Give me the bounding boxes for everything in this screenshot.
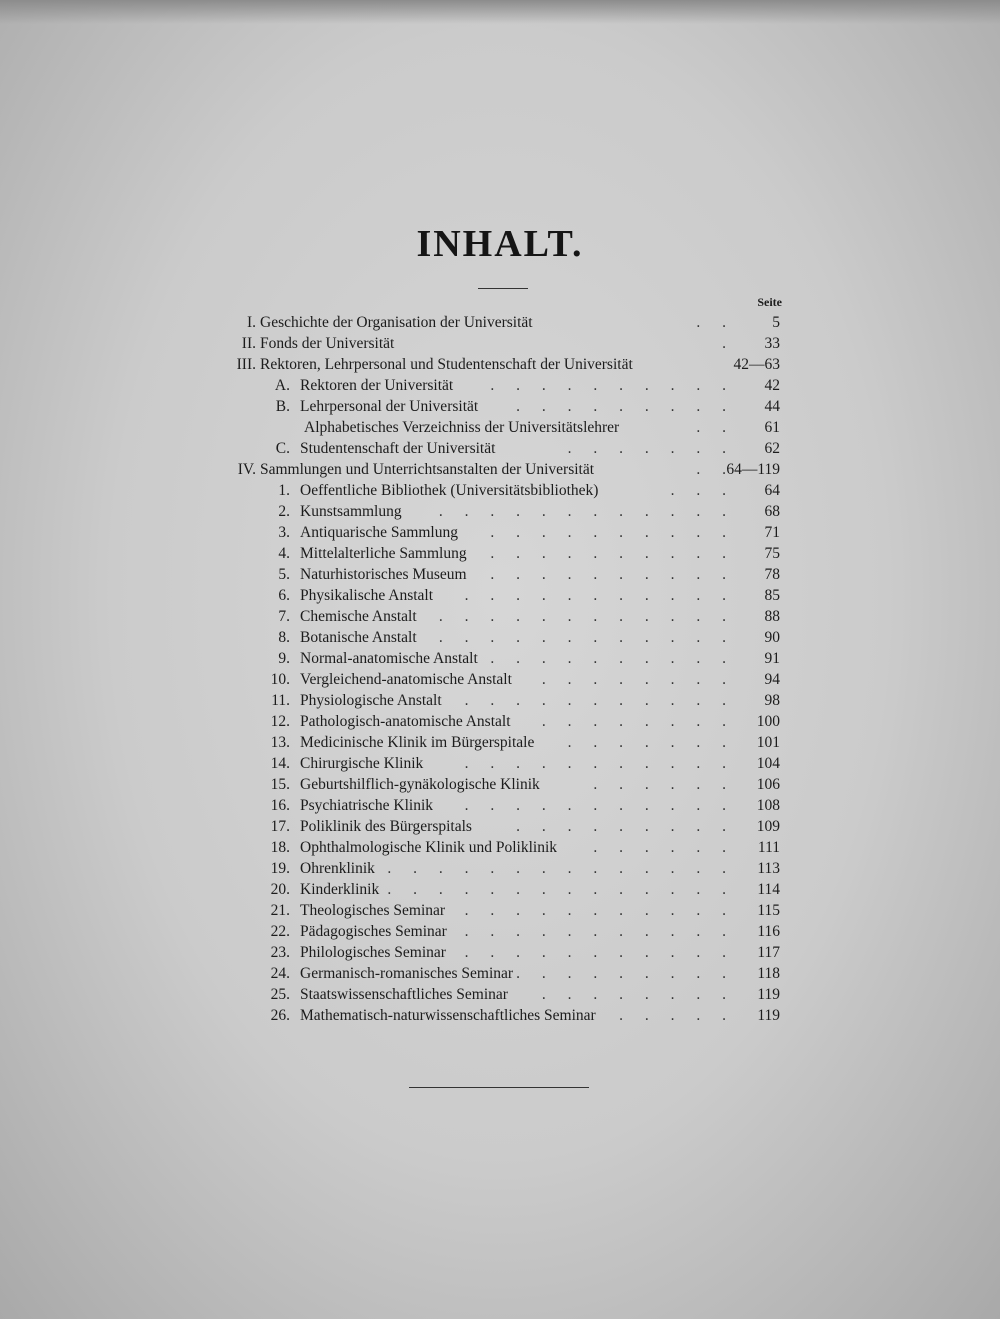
toc-entry-number: 8. — [278, 629, 290, 646]
toc-entry-title: Vergleichend-anatomische Anstalt — [300, 671, 512, 688]
toc-entry-page: 71 — [764, 524, 780, 541]
toc-entry — [0, 880, 1000, 900]
toc-leader-dots: . . . . . . . . . . — [490, 524, 735, 541]
toc-entry-page: 101 — [756, 734, 780, 751]
toc-entry-number: 1. — [278, 482, 290, 499]
toc-leader-dots: . — [722, 335, 735, 352]
toc-entry-number: 12. — [270, 713, 290, 730]
toc-entry — [0, 439, 1000, 459]
toc-entry-page: 42 — [764, 377, 780, 394]
toc-entry-title: Sammlungen und Unterrichtsanstalten der Universität — [260, 461, 595, 478]
toc-leader-dots: . . . . . . . — [567, 734, 735, 751]
toc-entry — [0, 544, 1000, 564]
toc-entry — [0, 628, 1000, 648]
toc-entry — [0, 733, 1000, 753]
toc-entry-title: Physiologische Anstalt — [300, 692, 442, 709]
toc-entry-number: III. — [236, 356, 256, 373]
toc-entry-number: 10. — [270, 671, 290, 688]
toc-entry-title: Chirurgische Klinik — [300, 755, 424, 772]
toc-entry-title: Geburtshilflich-gynäkologische Klinik — [300, 776, 540, 793]
toc-entry-page: 62 — [764, 440, 780, 457]
toc-entry — [0, 691, 1000, 711]
toc-entry — [0, 838, 1000, 858]
toc-entry — [0, 502, 1000, 522]
toc-entry-page: 115 — [757, 902, 780, 919]
toc-leader-dots: . . — [696, 419, 735, 436]
toc-entry-title: Rektoren, Lehrpersonal und Studentenschaft der Universität — [260, 356, 633, 373]
toc-entry-page: 117 — [757, 944, 780, 961]
toc-entry-title: Staatswissenschaftliches Seminar — [300, 986, 508, 1003]
toc-leader-dots: . . . . . . . . . . . — [464, 923, 735, 940]
toc-entry — [0, 859, 1000, 879]
toc-entry-page: 118 — [757, 965, 780, 982]
toc-entry-page: 111 — [757, 839, 780, 856]
toc-entry-title: Ophthalmologische Klinik und Poliklinik — [300, 839, 558, 856]
toc-entry-number: 14. — [270, 755, 290, 772]
toc-leader-dots: . . . . . . — [593, 839, 735, 856]
toc-entry-title: Normal-anatomische Anstalt — [300, 650, 478, 667]
closing-divider — [409, 1087, 589, 1088]
toc-leader-dots: . . . . . . . . . . . — [464, 902, 735, 919]
toc-entry-page: 44 — [764, 398, 780, 415]
toc-entry-number: 16. — [270, 797, 290, 814]
toc-entry-number: 5. — [278, 566, 290, 583]
toc-entry-title: Psychiatrische Klinik — [300, 797, 434, 814]
toc-entry-page: 68 — [764, 503, 780, 520]
toc-entry-page: 64—119 — [726, 461, 780, 478]
toc-leader-dots: . . . . . . . . . . — [490, 545, 735, 562]
toc-leader-dots: . . . . . . . . . . . — [464, 587, 735, 604]
toc-entry-number: 11. — [271, 692, 290, 709]
toc-entry-title: Philologisches Seminar — [300, 944, 446, 961]
toc-entry-page: 106 — [756, 776, 780, 793]
toc-entry-number: 19. — [270, 860, 290, 877]
toc-entry — [0, 901, 1000, 921]
toc-entry-title: Ohrenklinik — [300, 860, 375, 877]
toc-entry-page: 119 — [757, 986, 780, 1003]
toc-entry — [0, 964, 1000, 984]
toc-entry-number: 20. — [270, 881, 290, 898]
toc-entry-number: 23. — [270, 944, 290, 961]
toc-leader-dots: . . . . . . . . . . — [490, 650, 735, 667]
toc-entry-page: 108 — [756, 797, 780, 814]
toc-leader-dots: . . . . . . . . . . — [490, 566, 735, 583]
title-divider — [478, 288, 528, 289]
toc-entry — [0, 649, 1000, 669]
toc-entry-number: B. — [275, 398, 290, 415]
toc-entry-page: 116 — [757, 923, 780, 940]
toc-entry-page: 42—63 — [733, 356, 780, 373]
toc-entry — [0, 376, 1000, 396]
toc-entry — [0, 607, 1000, 627]
toc-entry-page: 100 — [756, 713, 780, 730]
toc-entry-number: A. — [274, 377, 290, 394]
toc-entry-title: Geschichte der Organisation der Universität — [260, 314, 533, 331]
toc-entry-title: Alphabetisches Verzeichniss der Universitätslehrer — [304, 419, 620, 436]
toc-entry-page: 64 — [764, 482, 780, 499]
toc-entry-number: 15. — [270, 776, 290, 793]
toc-entry-page: 113 — [757, 860, 780, 877]
toc-entry-title: Studentenschaft der Universität — [300, 440, 496, 457]
toc-entry-number: 21. — [270, 902, 290, 919]
toc-entry-number: 2. — [278, 503, 290, 520]
toc-entry-title: Poliklinik des Bürgerspitals — [300, 818, 472, 835]
toc-entry — [0, 796, 1000, 816]
toc-leader-dots: . . . . . . . . — [541, 671, 735, 688]
toc-leader-dots: . . . . . . . . . . . . . . — [387, 860, 735, 877]
toc-entry-title: Antiquarische Sammlung — [300, 524, 458, 541]
toc-entry-title: Theologisches Seminar — [300, 902, 446, 919]
toc-entry-page: 98 — [764, 692, 780, 709]
toc-entry-number: II. — [241, 335, 256, 352]
toc-entry-title: Lehrpersonal der Universität — [300, 398, 479, 415]
toc-entry-page: 109 — [756, 818, 780, 835]
toc-entry — [0, 523, 1000, 543]
toc-entry — [0, 1006, 1000, 1026]
toc-entry-title: Mathematisch-naturwissenschaftliches Seminar — [300, 1007, 596, 1024]
toc-entry-number: I. — [246, 314, 256, 331]
toc-leader-dots: . . . . . . . . . . . — [464, 944, 735, 961]
toc-leader-dots: . . . . . . . . . . . — [464, 755, 735, 772]
toc-entry — [0, 334, 1000, 354]
toc-entry-title: Oeffentliche Bibliothek (Universitätsbibliothek) — [300, 482, 599, 499]
page-title: INHALT. — [416, 223, 584, 265]
toc-leader-dots: . . — [696, 314, 735, 331]
toc-entry-title: Fonds der Universität — [260, 335, 395, 352]
toc-entry-number: IV. — [237, 461, 256, 478]
toc-entry — [0, 922, 1000, 942]
toc-entry-number: 26. — [270, 1007, 290, 1024]
toc-entry-page: 85 — [764, 587, 780, 604]
toc-entry-title: Naturhistorisches Museum — [300, 566, 467, 583]
toc-entry-number: 18. — [270, 839, 290, 856]
toc-entry-page: 88 — [764, 608, 780, 625]
toc-leader-dots: . . . . . . . . . . . . — [438, 629, 735, 646]
toc-entry-number: 9. — [278, 650, 290, 667]
toc-leader-dots: . . . . . . . . . — [516, 398, 735, 415]
toc-entry-title: Pathologisch-anatomische Anstalt — [300, 713, 511, 730]
toc-leader-dots: . . . . . . — [593, 776, 735, 793]
toc-entry-title: Mittelalterliche Sammlung — [300, 545, 467, 562]
toc-leader-dots: . . . . . . . . . . . — [464, 797, 735, 814]
toc-leader-dots: . . . . . . . . — [541, 713, 735, 730]
toc-entry — [0, 586, 1000, 606]
page-top-shadow — [0, 0, 1000, 24]
toc-entry-number: 13. — [270, 734, 290, 751]
toc-entry-page: 33 — [764, 335, 780, 352]
toc-entry — [0, 460, 1000, 480]
toc-leader-dots: . . . . . . . . . . . . — [438, 503, 735, 520]
toc-entry — [0, 397, 1000, 417]
toc-entry-page: 90 — [764, 629, 780, 646]
toc-leader-dots: . . . . . . . . . . . . . . — [387, 881, 735, 898]
toc-entry — [0, 775, 1000, 795]
toc-entry-page: 104 — [756, 755, 780, 772]
toc-entry-title: Chemische Anstalt — [300, 608, 417, 625]
toc-entry-title: Kunstsammlung — [300, 503, 402, 520]
toc-entry-page: 114 — [757, 881, 780, 898]
toc-entry-number: 6. — [278, 587, 290, 604]
toc-entry — [0, 712, 1000, 732]
toc-leader-dots: . . . . . . . . . — [516, 965, 735, 982]
toc-leader-dots: . . . . . . . — [567, 440, 735, 457]
toc-leader-dots: . . . . . . . . . . — [490, 377, 735, 394]
toc-entry — [0, 313, 1000, 333]
toc-entry-number: 24. — [270, 965, 290, 982]
toc-entry-number: 25. — [270, 986, 290, 1003]
toc-entry-title: Rektoren der Universität — [300, 377, 454, 394]
toc-entry-number: 4. — [278, 545, 290, 562]
toc-entry-title: Kinderklinik — [300, 881, 380, 898]
toc-entry — [0, 754, 1000, 774]
toc-entry-number: 22. — [270, 923, 290, 940]
toc-leader-dots: . . . . . . . . . . . — [464, 692, 735, 709]
toc-leader-dots: . . . . . . . . . — [516, 818, 735, 835]
toc-entry — [0, 355, 1000, 375]
toc-entry-page: 75 — [764, 545, 780, 562]
toc-entry-page: 5 — [772, 314, 780, 331]
toc-entry — [0, 481, 1000, 501]
page-column-header: Seite — [757, 295, 782, 309]
toc-entry-title: Pädagogisches Seminar — [300, 923, 447, 940]
toc-entry — [0, 418, 1000, 438]
toc-entry-title: Germanisch-romanisches Seminar — [300, 965, 514, 982]
toc-entry-number: 3. — [278, 524, 290, 541]
toc-entry-title: Botanische Anstalt — [300, 629, 417, 646]
toc-entry-page: 94 — [764, 671, 780, 688]
toc-entry-number: 7. — [278, 608, 290, 625]
toc-entry-number: C. — [275, 440, 290, 457]
toc-entry-page: 119 — [757, 1007, 780, 1024]
toc-entry-page: 78 — [764, 566, 780, 583]
toc-entry-title: Physikalische Anstalt — [300, 587, 434, 604]
toc-leader-dots: . . . . . . . . . . . . — [438, 608, 735, 625]
toc-entry — [0, 817, 1000, 837]
toc-entry-page: 91 — [764, 650, 780, 667]
toc-entry — [0, 943, 1000, 963]
toc-entry — [0, 670, 1000, 690]
toc-entry-number: 17. — [270, 818, 290, 835]
toc-leader-dots: . . . . . . . . — [541, 986, 735, 1003]
toc-leader-dots: . . — [696, 461, 735, 478]
toc-entry-page: 61 — [764, 419, 780, 436]
toc-entry — [0, 985, 1000, 1005]
toc-leader-dots: . . . — [670, 482, 735, 499]
toc-leader-dots: . . . . . — [619, 1007, 735, 1024]
toc-entry-title: Medicinische Klinik im Bürgerspitale — [300, 734, 535, 751]
toc-entry — [0, 565, 1000, 585]
